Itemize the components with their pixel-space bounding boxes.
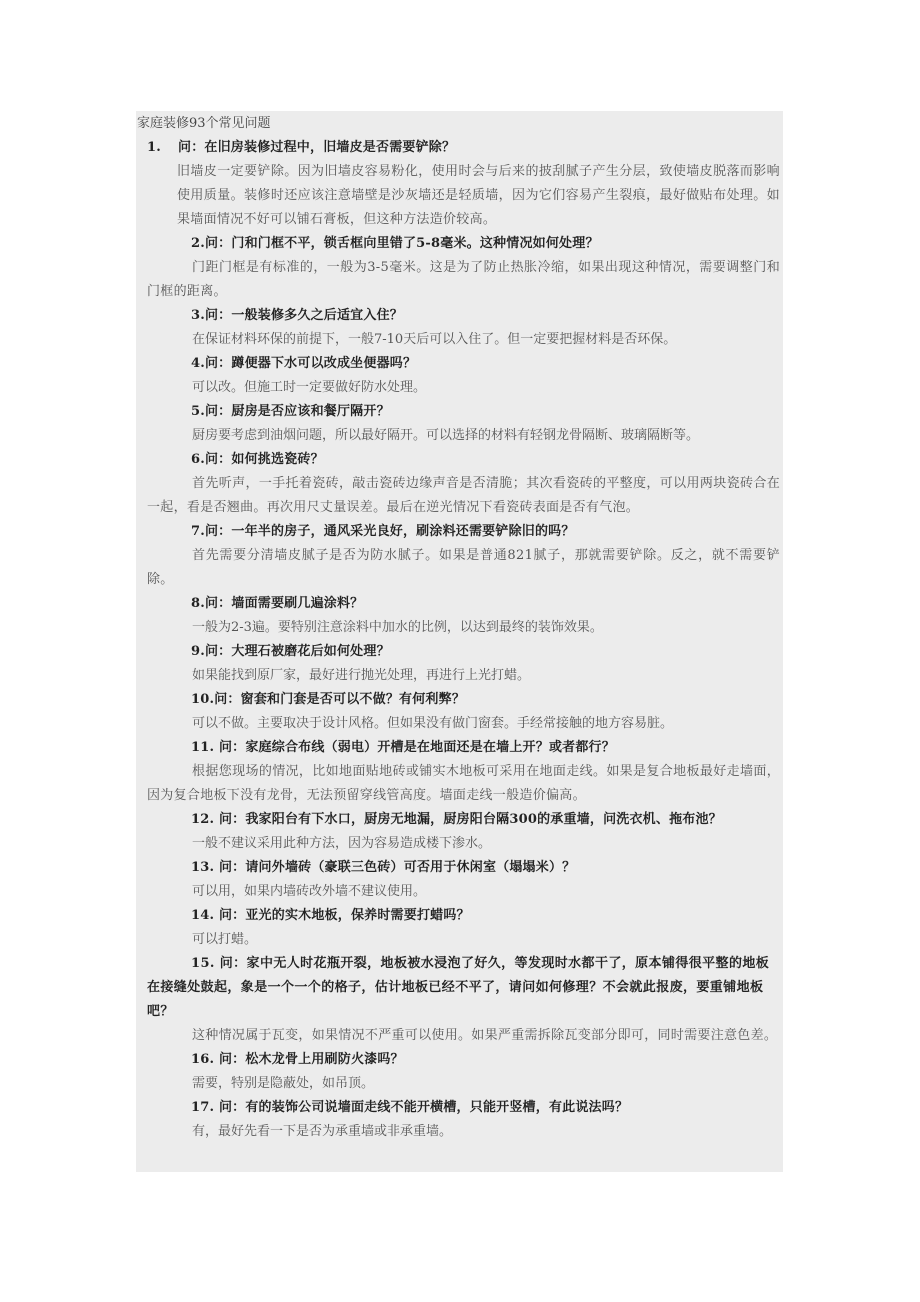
faq-answer: 首先需要分清墙皮腻子是否为防水腻子。如果是普通821腻子，那就需要铲除。反之，就不需要铲除。 — [147, 548, 780, 587]
faq-question: 9.问：大理石被磨花后如何处理？ — [191, 644, 390, 659]
faq-answer: 在保证材料环保的前提下，一般7-10天后可以入住了。但一定要把握材料是否环保。 — [192, 332, 677, 347]
faq-question: 11. 问：家庭综合布线（弱电）开槽是在地面还是在墙上开？或者都行？ — [191, 740, 615, 755]
faq-answer: 可以打蜡。 — [192, 932, 258, 947]
page-title: 家庭装修93个常见问题 — [137, 116, 271, 131]
faq-answer: 如果能找到原厂家，最好进行抛光处理，再进行上光打蜡。 — [192, 668, 531, 683]
faq-answer: 有，最好先看一下是否为承重墙或非承重墙。 — [192, 1124, 453, 1139]
faq-item-6 — [147, 448, 783, 520]
faq-question: 7.问：一年半的房子，通风采光良好，刷涂料还需要铲除旧的吗？ — [191, 524, 575, 539]
faq-question-text: 问：在旧房装修过程中，旧墙皮是否需要铲除？ — [178, 140, 456, 155]
faq-question: 13. 问：请问外墙砖（豪联三色砖）可否用于休闲室（塌塌米）？ — [191, 860, 576, 875]
faq-question: 17. 问：有的装饰公司说墙面走线不能开横槽，只能开竖槽，有此说法吗？ — [191, 1100, 629, 1115]
faq-answer: 厨房要考虑到油烟问题，所以最好隔开。可以选择的材料有轻钢龙骨隔断、玻璃隔断等。 — [192, 428, 700, 443]
faq-question: 6.问：如何挑选瓷砖？ — [191, 452, 324, 467]
faq-answer: 一般不建议采用此种方法，因为容易造成楼下渗水。 — [192, 836, 492, 851]
faq-question: 3.问：一般装修多久之后适宜入住？ — [191, 308, 403, 323]
faq-item-10 — [147, 688, 783, 736]
faq-item-1 — [147, 136, 783, 232]
faq-item-3 — [147, 304, 783, 352]
faq-item-16 — [147, 1048, 783, 1096]
faq-list — [147, 136, 783, 1144]
faq-question: 12. 问：我家阳台有下水口，厨房无地漏，厨房阳台隔300的承重墙，问洗衣机、拖布池？ — [191, 812, 722, 827]
faq-item-14 — [147, 904, 783, 952]
faq-item-4 — [147, 352, 783, 400]
faq-item-12 — [147, 808, 783, 856]
faq-question: 5.问：厨房是否应该和餐厅隔开？ — [191, 404, 390, 419]
faq-question: 2.问：门和门框不平，锁舌框向里错了5-8毫米。这种情况如何处理？ — [191, 236, 599, 251]
faq-question: 10.问：窗套和门套是否可以不做？有何利弊？ — [191, 692, 466, 707]
faq-item-15 — [147, 952, 783, 1048]
faq-answer: 旧墙皮一定要铲除。因为旧墙皮容易粉化，使用时会与后来的披刮腻子产生分层，致使墙皮脱落而影响使用质量。装修时还应该注意墙壁是沙灰墙还是轻质墙，因为它们容易产生裂痕，最好做贴布处理。如果墙面情况不好可以铺石膏板，但这种方法造价较高。 — [177, 164, 780, 227]
faq-answer: 可以改。但施工时一定要做好防水处理。 — [192, 380, 427, 395]
faq-answer: 可以用，如果内墙砖改外墙不建议使用。 — [192, 884, 427, 899]
faq-answer: 根据您现场的情况，比如地面贴地砖或铺实木地板可采用在地面走线。如果是复合地板最好走墙面，因为复合地板下没有龙骨，无法预留穿线管高度。墙面走线一般造价偏高。 — [147, 764, 780, 803]
faq-answer: 一般为2-3遍。要特别注意涂料中加水的比例，以达到最终的装饰效果。 — [192, 620, 603, 635]
faq-answer: 可以不做。主要取决于设计风格。但如果没有做门窗套。手经常接触的地方容易脏。 — [192, 716, 674, 731]
faq-answer: 首先听声，一手托着瓷砖，敲击瓷砖边缘声音是否清脆；其次看瓷砖的平整度，可以用两块瓷砖合在一起，看是否翘曲。再次用尺丈量误差。最后在逆光情况下看瓷砖表面是否有气泡。 — [147, 476, 780, 515]
faq-item-17 — [147, 1096, 783, 1144]
faq-item-2 — [147, 232, 783, 304]
faq-number: 1. — [147, 140, 161, 155]
faq-item-11 — [147, 736, 783, 808]
faq-answer: 门距门框是有标准的，一般为3-5毫米。这是为了防止热胀冷缩，如果出现这种情况，需要调整门和门框的距离。 — [147, 260, 780, 299]
faq-item-5 — [147, 400, 783, 448]
faq-item-9 — [147, 640, 783, 688]
faq-answer: 这种情况属于瓦变，如果情况不严重可以使用。如果严重需拆除瓦变部分即可，同时需要注意色差。 — [192, 1028, 778, 1043]
faq-item-13 — [147, 856, 783, 904]
faq-question: 4.问：蹲便器下水可以改成坐便器吗？ — [191, 356, 417, 371]
faq-question: 16. 问：松木龙骨上用刷防火漆吗？ — [191, 1052, 404, 1067]
faq-answer: 需要，特别是隐蔽处，如吊顶。 — [192, 1076, 375, 1091]
faq-item-8 — [147, 592, 783, 640]
faq-question: 14. 问：亚光的实木地板，保养时需要打蜡吗？ — [191, 908, 470, 923]
faq-question: 8.问：墙面需要刷几遍涂料？ — [191, 596, 364, 611]
faq-item-7 — [147, 520, 783, 592]
faq-question: 15. 问：家中无人时花瓶开裂，地板被水浸泡了好久，等发现时水都干了，原本铺得很平整的地板在接缝处鼓起，象是一个一个的格子，估计地板已经不平了，请问如何修理？不会就此报废，要重铺地板吧？ — [147, 956, 770, 1019]
faq-question — [147, 136, 783, 160]
